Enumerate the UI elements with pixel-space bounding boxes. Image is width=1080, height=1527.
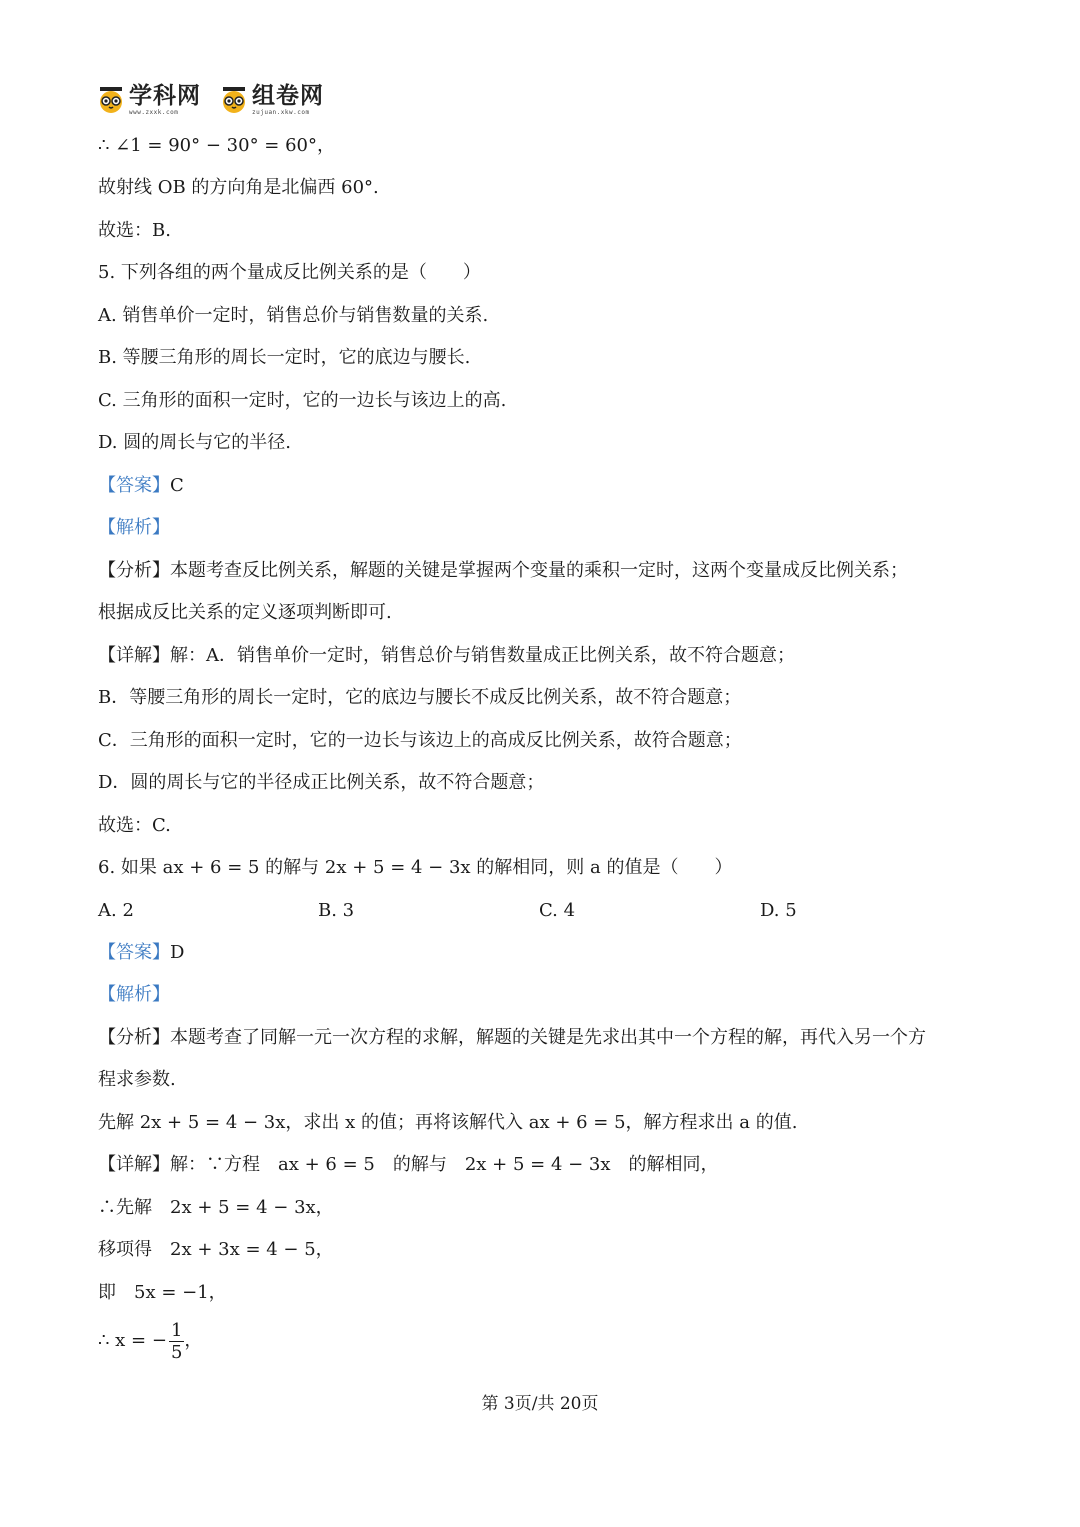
text-line: 故选：B. bbox=[98, 220, 171, 241]
logo-zujuan-title: 组卷网 bbox=[252, 83, 324, 109]
fraction-numerator: 1 bbox=[170, 1319, 183, 1341]
header-logos bbox=[96, 80, 324, 120]
text-line: 程求参数. bbox=[98, 1069, 176, 1090]
question-6-option-c: C. 4 bbox=[539, 900, 576, 921]
text-line: B．等腰三角形的周长一定时，它的底边与腰长不成反比例关系，故不符合题意； bbox=[98, 687, 742, 708]
text-line: 根据成反比关系的定义逐项判断即可. bbox=[98, 602, 392, 623]
question-5-option-b: B. 等腰三角形的周长一定时，它的底边与腰长. bbox=[98, 347, 471, 368]
text-line: 故射线 OB 的方向角是北偏西 60°. bbox=[98, 177, 379, 198]
fraction bbox=[169, 1320, 184, 1363]
fraction-line bbox=[98, 1318, 202, 1364]
question-5-option-c: C. 三角形的面积一定时，它的一边长与该边上的高. bbox=[98, 390, 507, 411]
logo-zujuan-url: zujuan.xkw.com bbox=[252, 109, 310, 116]
logo-zxxk bbox=[96, 84, 201, 116]
text-line: 先解 2x + 5 = 4 − 3x，求出 x 的值；再将该解代入 ax + 6 = 5，解方程求出 a 的值. bbox=[98, 1112, 798, 1133]
text-line: ∴先解 2x + 5 = 4 − 3x， bbox=[98, 1197, 334, 1218]
text-line: 移项得 2x + 3x = 4 − 5， bbox=[98, 1239, 334, 1260]
fraction-denominator: 5 bbox=[170, 1341, 183, 1363]
question-6-option-d: D. 5 bbox=[760, 900, 797, 921]
question-5-stem: 5. 下列各组的两个量成反比例关系的是（ ） bbox=[98, 262, 481, 283]
page-footer: 第 3页/共 20页 bbox=[481, 1394, 599, 1414]
text-line: ∴ ∠1 = 90° − 30° = 60°， bbox=[98, 135, 335, 156]
question-6-option-b: B. 3 bbox=[318, 900, 355, 921]
owl-mascot-icon bbox=[219, 85, 249, 115]
logo-zxxk-url: www.zxxk.com bbox=[129, 109, 179, 116]
question-6-answer bbox=[98, 940, 184, 966]
analysis-tag: 【解析】 bbox=[98, 517, 170, 538]
question-5-option-d: D. 圆的周长与它的半径. bbox=[98, 432, 291, 453]
text-line: D．圆的周长与它的半径成正比例关系，故不符合题意； bbox=[98, 772, 545, 793]
answer-value: C bbox=[170, 475, 184, 496]
analysis-tag: 【解析】 bbox=[98, 984, 170, 1005]
text-line: 【分析】本题考查了同解一元一次方程的求解，解题的关键是先求出其中一个方程的解，再代入另一个方 bbox=[98, 1027, 926, 1048]
answer-tag: 【答案】 bbox=[98, 942, 170, 963]
text-line: 故选：C. bbox=[98, 815, 171, 836]
answer-value: D bbox=[170, 942, 185, 963]
question-5-answer bbox=[98, 473, 184, 499]
question-6-stem: 6. 如果 ax + 6 = 5 的解与 2x + 5 = 4 − 3x 的解相同，则 a 的值是（ ） bbox=[98, 857, 733, 878]
fraction-prefix: ∴ x = − bbox=[98, 1330, 167, 1351]
owl-mascot-icon bbox=[96, 85, 126, 115]
text-line: 【详解】解：A．销售单价一定时，销售总价与销售数量成正比例关系，故不符合题意； bbox=[98, 645, 795, 666]
fraction-suffix: ， bbox=[184, 1330, 203, 1351]
logo-zujuan bbox=[219, 84, 324, 116]
text-line: 即 5x = −1， bbox=[98, 1282, 227, 1303]
question-5-option-a: A. 销售单价一定时，销售总价与销售数量的关系. bbox=[98, 305, 489, 326]
text-line: 【分析】本题考查反比例关系，解题的关键是掌握两个变量的乘积一定时，这两个变量成反比例关系； bbox=[98, 560, 908, 581]
logo-zxxk-title: 学科网 bbox=[129, 83, 201, 109]
answer-tag: 【答案】 bbox=[98, 475, 170, 496]
text-line: C．三角形的面积一定时，它的一边长与该边上的高成反比例关系，故符合题意； bbox=[98, 730, 742, 751]
text-line: 【详解】解：∵方程 ax + 6 = 5 的解与 2x + 5 = 4 − 3x 的解相同， bbox=[98, 1154, 719, 1175]
question-6-option-a: A. 2 bbox=[98, 900, 134, 921]
